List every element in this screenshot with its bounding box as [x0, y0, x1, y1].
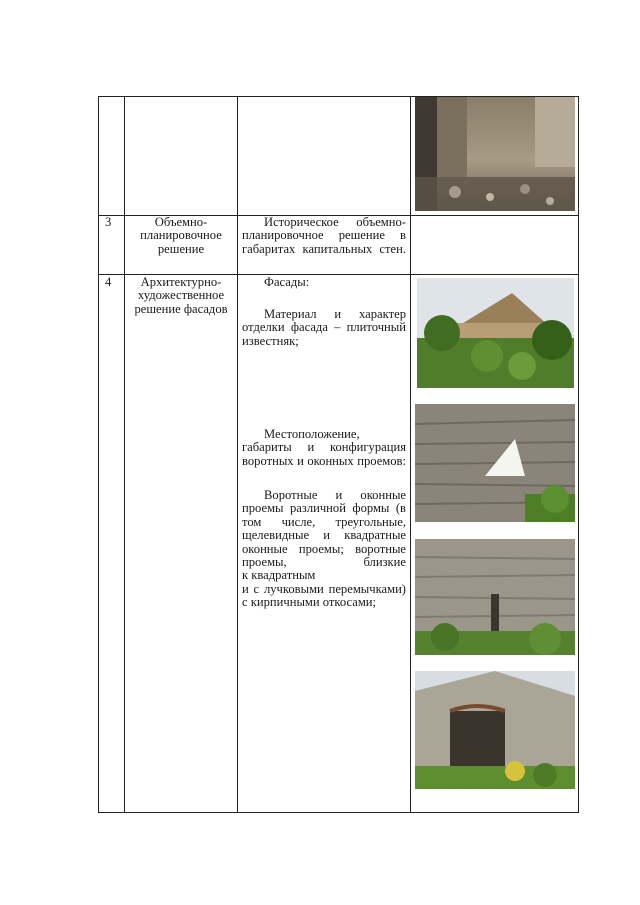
slit-window-photo	[415, 539, 575, 655]
table-divider-3	[410, 96, 411, 813]
barn-exterior-photo	[417, 278, 574, 388]
row-4-number: 4	[105, 275, 112, 289]
row-3-description: Историческое объемно-планировочное решение в габаритах капитальных стен.	[242, 215, 406, 256]
openings-line-group-2: к квадратным	[242, 568, 316, 583]
openings-line-group-3: и с лучковыми перемычками) с кирпичными откосами;	[242, 581, 406, 610]
row-3-element: Объемно-планировочное решение	[140, 215, 222, 256]
row-3-number: 3	[105, 215, 112, 229]
table-divider-2	[237, 96, 238, 813]
table-divider-1	[124, 96, 125, 813]
table-border-left	[98, 96, 99, 813]
facades-heading: Фасады:	[264, 275, 310, 289]
openings-description-text	[242, 489, 406, 610]
interior-wall-photo	[415, 97, 575, 211]
triangular-window-photo	[415, 404, 575, 522]
gate-opening-photo	[415, 671, 575, 789]
row-4-element: Архитектурно-художественное решение фасадов	[134, 275, 228, 316]
facade-material-text: Материал и характер отделки фасада – плиточный известняк;	[242, 307, 406, 348]
table-border-right	[578, 96, 579, 813]
openings-location-text: Местоположение, габариты и конфигурация воротных и оконных проемов:	[242, 427, 406, 468]
openings-line-group-1: Воротные и оконные проемы различной формы (в том числе, треугольные, щелевидные и квадратные оконные проемы; воротные проемы, близкие	[242, 488, 406, 570]
table-border-bottom	[98, 812, 579, 813]
